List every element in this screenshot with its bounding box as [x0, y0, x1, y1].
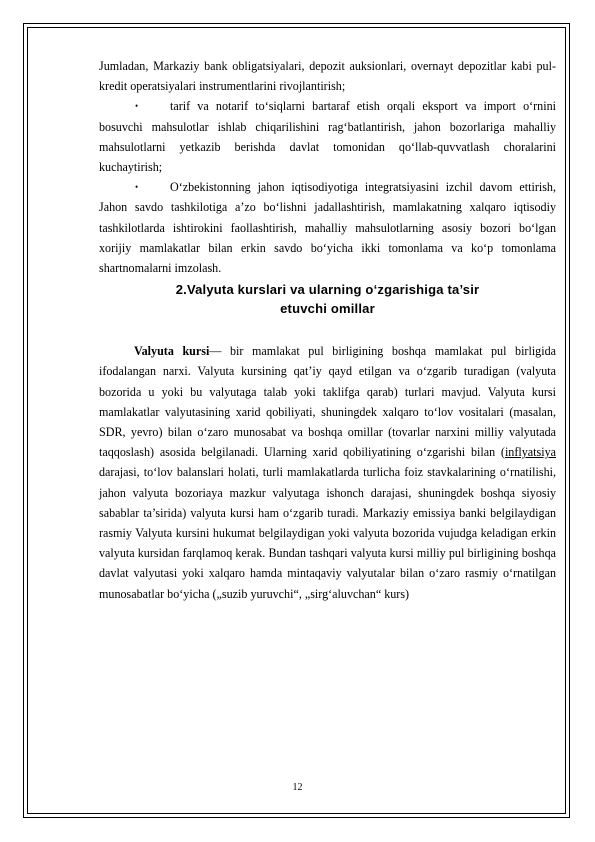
definition-text-end: darajasi, to‘lov balanslari holati, turli mamlakatlarda turlicha foiz stavkalarining o‘rnatilishi, jahon valyuta bozoriaya mazkur valyutaga ishonch darajasi, shuningdek boshqa siyosiy sabablar ta’sirida) valyuta kursi ham o‘zgarib turadi. Markaziy emissiya banki belgilaydigan rasmiy Valyuta kursini hukumat belgilaydigan yoki valyuta bozorida vujudga keladigan erkin valyuta kursidan farqlamoq kerak. Bundan tashqari valyuta kursi milliy pul birligining boshqa davlat valyutasi yoki xalqaro hamda mintaqaviy valyutalar bilan o‘zaro rasmiy o‘rnatilgan munosabatlar bo‘yicha („suzib yuruvchi“, „sirg‘aluvchan“ kurs) — [99, 465, 556, 601]
inflation-link[interactable]: inflyatsiya — [504, 445, 556, 460]
bullet-text-2: O‘zbekistonning jahon iqtisodiyotiga integratsiyasini izchil davom ettirish, Jahon savdo tashkilotiga a’zo bo‘lishni jadallashtirish, mamlakatning xalqaro iqtisodiy tashkilotlarda ishtirokini faollashtirish, mahalliy mahsulotlarning asosiy bozori bo‘lgan xorijiy mamlakatlar bilan erkin savdo bo‘yicha ikki tomonlama va ko‘p tomonlama shartnomalarni imzolash. — [99, 180, 556, 276]
bullet-icon: • — [135, 101, 139, 112]
bullet-text-1: tarif va notarif to‘siqlarni bartaraf etish orqali eksport va import o‘rnini bosuvchi mahsulotlar ishlab chiqarilishini rag‘batlantirish, jahon bozorlariga mahalliy mahsulotlarni yetkazib berishda davlat tomonidan qo‘llab-quvvatlash choralarini kuchaytirish; — [99, 99, 556, 175]
definition-paragraph — [99, 341, 556, 604]
bullet-item-1 — [99, 96, 556, 177]
section-heading: 2.Valyuta kurslari va ularning o‘zgarishiga ta’sir etuvchi omillar — [175, 282, 480, 316]
page-number: 12 — [292, 782, 303, 793]
definition-text-start: — bir mamlakat pul birligining boshqa mamlakat pul birligida ifodalangan narxi. Valyuta kursining qat’iy qayd etilgan va o‘zgarib turadigan (valyuta bozorida u yoki bu valyutaga talab yoki taklifga qarab) turlari mavjud. Valyuta kursi mamlakatlar valyutasining xarid qobiliyati, shuningdek xalqaro to‘lov vositalari (masalan, SDR, yevro) bilan o‘zaro munosabat va boshqa omillar (tovarlar narxini milliy valyutada taqqoslash) asosida belgilanadi. Ularning xarid qobiliyatining o‘zgarishi bilan ( — [99, 344, 556, 460]
bullet-icon: • — [135, 182, 139, 193]
document-body — [99, 56, 556, 604]
bullet-item-2 — [99, 177, 556, 278]
paragraph-intro: Jumladan, Markaziy bank obligatsiyalari, depozit auksionlari, overnayt depozitlar kabi pul-kredit operatsiyalari instrumentlarini rivojlantirish; — [99, 59, 556, 94]
definition-term: Valyuta kursi — [134, 344, 210, 359]
